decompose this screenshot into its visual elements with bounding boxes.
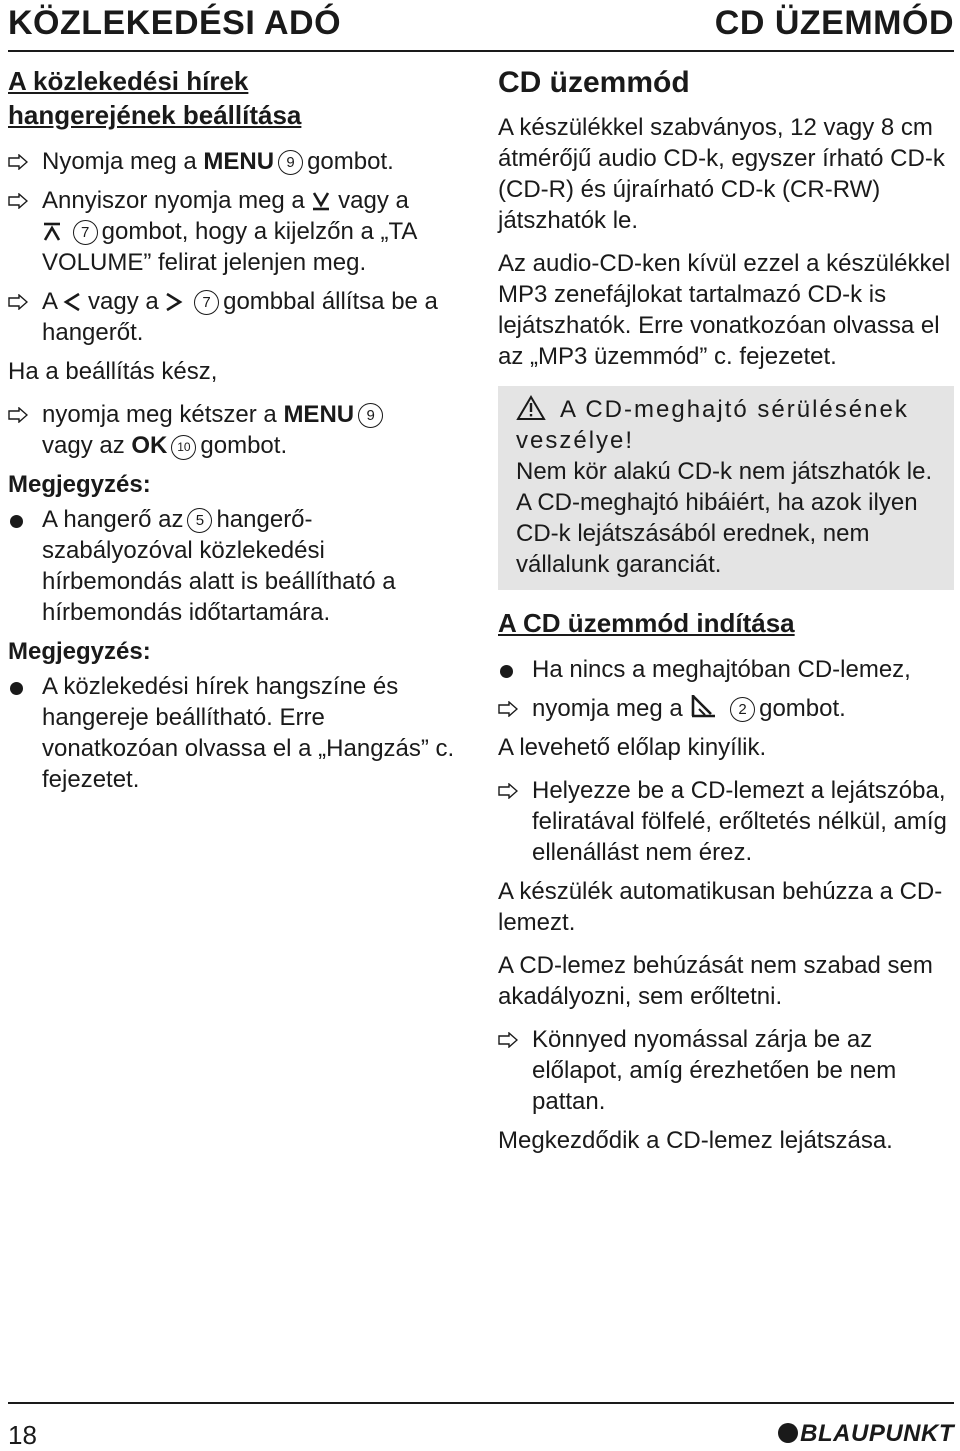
num-badge: 10 (171, 435, 196, 460)
arrow-right-icon (165, 292, 183, 312)
step-press-updown: Annyiszor nyomja meg a vagy a 7 gombot, hogy a kijelzőn a „TA VOLUME” felirat jelenjen meg. (8, 185, 460, 278)
warning-box (498, 386, 954, 590)
ready-text: Ha a beállítás kész, (8, 358, 218, 385)
arrow-marker-icon (498, 783, 518, 799)
step-insert-cd: Helyezze be a CD-lemezt a lejátszóba, feliratával fölfelé, erőltetés nélkül, amíg ellenállást nem érez. (498, 775, 954, 868)
menu-key: MENU (203, 148, 275, 175)
step-press-leftright: A vagy a 7 gombbal állítsa be a hangerőt. (8, 286, 460, 348)
mp3-paragraph: Az audio-CD-ken kívül ezzel a készülékkel MP3 zenefájlokat tartalmazó CD-k is lejátszhatók. Erre vonatkozóan olvassa el az „MP3 üzemmód” c. fejezetet. (498, 250, 951, 370)
auto-load-text: A készülék automatikusan behúzza a CD-lemezt. (498, 878, 943, 936)
note-label-2: Megjegyzés: (8, 638, 151, 665)
num-badge: 7 (73, 220, 98, 245)
arrow-marker-icon (498, 701, 518, 717)
section-title-line-1: A közlekedési hírek (8, 66, 249, 96)
num-badge: 2 (730, 697, 755, 722)
num-badge: 9 (358, 403, 383, 428)
do-not-obstruct-text: A CD-lemez behúzását nem szabad sem akadályozni, sem erőltetni. (498, 952, 933, 1010)
ok-key: OK (131, 432, 168, 459)
bullet-no-cd: Ha nincs a meghajtóban CD-lemez, (498, 654, 954, 685)
warning-line-1: Nem kör alakú CD-k nem játszhatók le. (516, 458, 933, 485)
brand-dot-icon (778, 1423, 798, 1443)
warning-head: A CD-meghajtó sérülésének veszélye! (516, 396, 909, 454)
note-item-2: A közlekedési hírek hangszíne és hangereje beállítható. Erre vonatkozóan olvassa el a „Hangzás” c. fejezetet. (8, 671, 460, 795)
front-opens-text: A levehető előlap kinyílik. (498, 734, 767, 761)
header-right-title: CD ÜZEMMÓD (714, 4, 954, 42)
page-footer (8, 1402, 954, 1450)
menu-key: MENU (283, 401, 355, 428)
num-badge: 9 (278, 150, 303, 175)
cd-mode-title: CD üzemmód (498, 66, 690, 99)
num-badge: 7 (194, 290, 219, 315)
section-title-volume (8, 64, 460, 132)
playback-starts-text: Megkezdődik a CD-lemez lejátszása. (498, 1127, 893, 1154)
section-title-line-2: hangerejének beállítása (8, 100, 302, 130)
header-left-title: KÖZLEKEDÉSI ADÓ (8, 4, 342, 42)
warning-triangle-icon (516, 395, 546, 421)
arrow-marker-icon (8, 154, 28, 170)
arrow-up-icon (42, 222, 62, 242)
step-close-front: Könnyed nyomással zárja be az előlapot, amíg érezhetően be nem pattan. (498, 1024, 954, 1117)
warning-line-2: A CD-meghajtó hibáiért, ha azok ilyen CD-k lejátszásából erednek, nem vállalunk garanciát. (516, 489, 918, 578)
step-press-menu-twice: nyomja meg kétszer a MENU 9 vagy az OK 10 gombot. (8, 399, 460, 461)
start-cd-title: A CD üzemmód indítása (498, 608, 795, 638)
arrow-marker-icon (498, 1032, 518, 1048)
note-item-1: A hangerő az 5 hangerő-szabályozóval közlekedési hírbemondás alatt is beállítható a hírbemondás időtartamára. (8, 504, 460, 628)
page-header (8, 0, 954, 52)
bullet-dot-icon (10, 682, 23, 695)
cd-intro-paragraph: A készülékkel szabványos, 12 vagy 8 cm átmérőjű audio CD-k, egyszer írható CD-k (CD-R) és újraírható CD-k (CR-RW) játszhatók le. (498, 114, 945, 234)
eject-icon (689, 693, 719, 719)
arrow-marker-icon (8, 407, 28, 423)
left-column (8, 64, 460, 803)
note-label-1: Megjegyzés: (8, 471, 151, 498)
step-press-menu: Nyomja meg a MENU 9 gombot. (8, 146, 460, 177)
arrow-marker-icon (8, 294, 28, 310)
page-number: 18 (8, 1420, 37, 1450)
num-badge: 5 (187, 508, 212, 533)
arrow-marker-icon (8, 193, 28, 209)
right-column (498, 64, 954, 1156)
arrow-left-icon (63, 292, 81, 312)
bullet-dot-icon (500, 665, 513, 678)
step-press-eject: nyomja meg a 2 gombot. (498, 693, 954, 724)
arrow-down-icon (311, 191, 331, 211)
bullet-dot-icon (10, 515, 23, 528)
brand-logo: BLAUPUNKT (778, 1420, 954, 1448)
